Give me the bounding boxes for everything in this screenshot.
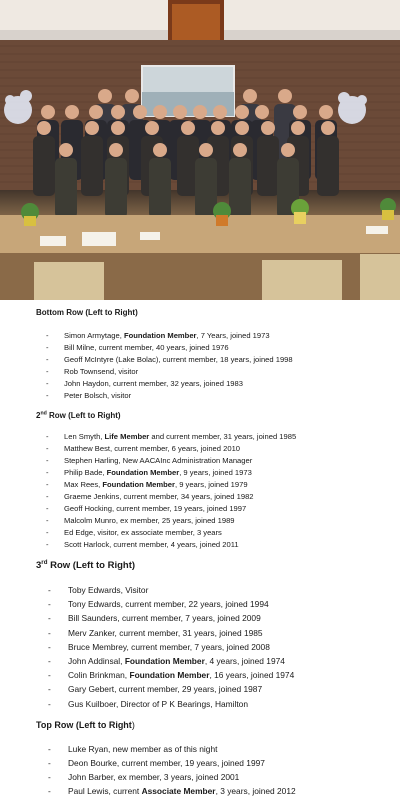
- heading-rest: Row (Left to Right): [46, 411, 121, 421]
- person-head: [59, 143, 73, 157]
- heading-text: 3: [36, 559, 42, 571]
- member-list: [64, 431, 400, 551]
- table-plant: [380, 198, 396, 220]
- member-entry: [64, 527, 400, 539]
- member-text: Philip Bade,: [64, 468, 107, 478]
- group-photo-illustration: [0, 0, 400, 300]
- person-head: [109, 143, 123, 157]
- person-body: [81, 136, 103, 196]
- member-text: Gary Gebert, current member, 29 years, joined 1987: [68, 684, 263, 695]
- member-entry: [68, 756, 400, 770]
- member-text: Bill Milne, current member, 40 years, joined 1976: [64, 342, 229, 352]
- member-entry: [68, 640, 400, 654]
- member-entry: [64, 539, 400, 551]
- membership-type: Foundation Member: [124, 655, 205, 666]
- member-text: , 4 years, joined 1974: [204, 655, 285, 666]
- member-entry: [68, 611, 400, 625]
- membership-type: Foundation Member: [102, 480, 175, 490]
- dining-table: [0, 215, 400, 255]
- person-body: [55, 158, 77, 218]
- heading-ordinal: nd: [40, 410, 47, 417]
- person-body: [229, 158, 251, 218]
- person-head: [181, 121, 195, 135]
- member-text: Geoff Hocking, current member, 19 years, joined 1997: [64, 504, 247, 514]
- chair: [360, 254, 400, 300]
- person-body: [149, 158, 171, 218]
- member-text: Toby Edwards, Visitor: [68, 584, 149, 595]
- member-text: Stephen Harling, New AACAInc Administration Manager: [64, 456, 253, 466]
- member-list: [64, 330, 400, 401]
- section-heading: [36, 720, 400, 730]
- person-head: [235, 121, 249, 135]
- section-heading: [36, 411, 400, 420]
- paper-sheet: [82, 232, 116, 246]
- member-text: John Addinsal,: [68, 655, 125, 666]
- member-text: John Haydon, current member, 32 years, joined 1983: [64, 378, 243, 388]
- person-body: [317, 136, 339, 196]
- person-head: [321, 121, 335, 135]
- person-head: [213, 105, 227, 119]
- member-entry: [64, 354, 400, 366]
- person-head: [243, 89, 257, 103]
- member-text: Rob Townsend, visitor: [64, 366, 139, 376]
- section-heading: [36, 308, 400, 317]
- person-head: [193, 105, 207, 119]
- member-entry: [64, 342, 400, 354]
- member-entry: [64, 491, 400, 503]
- member-text: Bruce Membrey, current member, 7 years, joined 2008: [68, 641, 270, 652]
- member-text: Graeme Jenkins, current member, 34 years, joined 1982: [64, 492, 254, 502]
- heading-text: Top Row (Left to Right: [36, 719, 132, 730]
- person-head: [65, 105, 79, 119]
- person-head: [41, 105, 55, 119]
- member-entry: [64, 378, 400, 390]
- membership-type: Foundation Member: [129, 670, 210, 681]
- person-head: [111, 121, 125, 135]
- member-text: Ed Edge, visitor, ex associate member, 3 years: [64, 528, 222, 538]
- member-list: [68, 742, 400, 799]
- group-photo: [0, 0, 400, 300]
- membership-type: Foundation Member: [123, 331, 197, 340]
- member-entry: [68, 626, 400, 640]
- paper-sheet: [40, 236, 66, 246]
- member-text: , 7 Years, joined 1973: [196, 331, 270, 340]
- person-head: [111, 105, 125, 119]
- row-section: [0, 308, 400, 401]
- heading-text: Bottom Row (Left to Right): [36, 308, 138, 317]
- row-section: [0, 560, 400, 711]
- member-entry: [64, 330, 400, 342]
- paper-sheet: [366, 226, 388, 234]
- member-entry: [64, 455, 400, 467]
- person-head: [133, 105, 147, 119]
- person-head: [145, 121, 159, 135]
- person-head: [153, 143, 167, 157]
- member-entry: [68, 682, 400, 696]
- row-section: [0, 720, 400, 799]
- member-list: [68, 583, 400, 711]
- member-entry: [68, 583, 400, 597]
- person-head: [89, 105, 103, 119]
- lamp-glow: [172, 4, 220, 44]
- person-head: [85, 121, 99, 135]
- person-head: [261, 121, 275, 135]
- member-text: Colin Brinkman,: [68, 670, 130, 681]
- person-head: [235, 105, 249, 119]
- person-head: [278, 89, 292, 103]
- person-body: [257, 136, 279, 196]
- member-entry: [64, 443, 400, 455]
- heading-text: 2: [36, 411, 41, 421]
- membership-type: Associate Member: [141, 786, 216, 797]
- person-body: [105, 158, 127, 218]
- member-text: Bill Saunders, current member, 7 years, joined 2009: [68, 613, 261, 624]
- member-entry: [68, 784, 400, 798]
- membership-type: Foundation Member: [106, 468, 180, 478]
- member-entry: [68, 770, 400, 784]
- member-entry: [64, 515, 400, 527]
- person-head: [319, 105, 333, 119]
- member-text: Scott Harlock, current member, 4 years, joined 2011: [64, 540, 239, 550]
- member-list-document: [0, 300, 400, 799]
- member-entry: [68, 654, 400, 668]
- member-entry: [68, 597, 400, 611]
- member-text: Tony Edwards, current member, 22 years, joined 1994: [68, 599, 269, 610]
- member-entry: [64, 431, 400, 443]
- member-text: , 9 years, joined 1979: [174, 480, 248, 490]
- heading-rest: Row (Left to Right): [47, 559, 136, 571]
- member-text: Paul Lewis, current: [68, 786, 142, 797]
- member-text: Gus Kuilboer, Director of P K Bearings, Hamilton: [68, 698, 248, 709]
- person-head: [293, 105, 307, 119]
- heading-ordinal: rd: [41, 558, 48, 566]
- member-entry: [64, 479, 400, 491]
- person-head: [173, 105, 187, 119]
- member-entry: [68, 742, 400, 756]
- person-head: [291, 121, 305, 135]
- member-entry: [64, 503, 400, 515]
- paper-sheet: [140, 232, 160, 240]
- member-entry: [68, 668, 400, 682]
- member-text: and current member, 31 years, joined 1985: [149, 432, 297, 442]
- row-section: [0, 411, 400, 551]
- person-head: [199, 143, 213, 157]
- member-text: Merv Zanker, current member, 31 years, joined 1985: [68, 627, 263, 638]
- chair: [262, 260, 342, 300]
- person-head: [153, 105, 167, 119]
- member-text: Matthew Best, current member, 6 years, joined 2010: [64, 444, 241, 454]
- heading-rest: ): [131, 719, 135, 730]
- member-text: Simon Armytage,: [64, 331, 124, 340]
- member-text: Len Smyth,: [64, 432, 105, 442]
- member-text: Max Rees,: [64, 480, 103, 490]
- member-entry: [64, 390, 400, 402]
- member-text: Luke Ryan, new member as of this night: [68, 743, 218, 754]
- person-head: [211, 121, 225, 135]
- member-text: Peter Bolsch, visitor: [64, 390, 132, 400]
- person-body: [33, 136, 55, 196]
- member-text: Deon Bourke, current member, 19 years, joined 1997: [68, 758, 265, 768]
- member-text: , 9 years, joined 1973: [179, 468, 252, 478]
- member-text: Malcolm Munro, ex member, 25 years, joined 1989: [64, 516, 235, 526]
- person-head: [233, 143, 247, 157]
- member-text: , 16 years, joined 1974: [209, 670, 295, 681]
- member-text: John Barber, ex member, 3 years, joined 2001: [68, 772, 240, 783]
- person-head: [98, 89, 112, 103]
- membership-type: Life Member: [104, 432, 150, 442]
- member-text: , 3 years, joined 2012: [215, 786, 296, 797]
- member-text: Geoff McIntyre (Lake Bolac), current member, 18 years, joined 1998: [64, 354, 293, 364]
- chair: [34, 262, 104, 300]
- section-heading: [36, 560, 400, 571]
- member-entry: [64, 467, 400, 479]
- person-head: [125, 89, 139, 103]
- person-head: [281, 143, 295, 157]
- member-entry: [68, 697, 400, 711]
- person-head: [255, 105, 269, 119]
- member-entry: [64, 366, 400, 378]
- person-head: [37, 121, 51, 135]
